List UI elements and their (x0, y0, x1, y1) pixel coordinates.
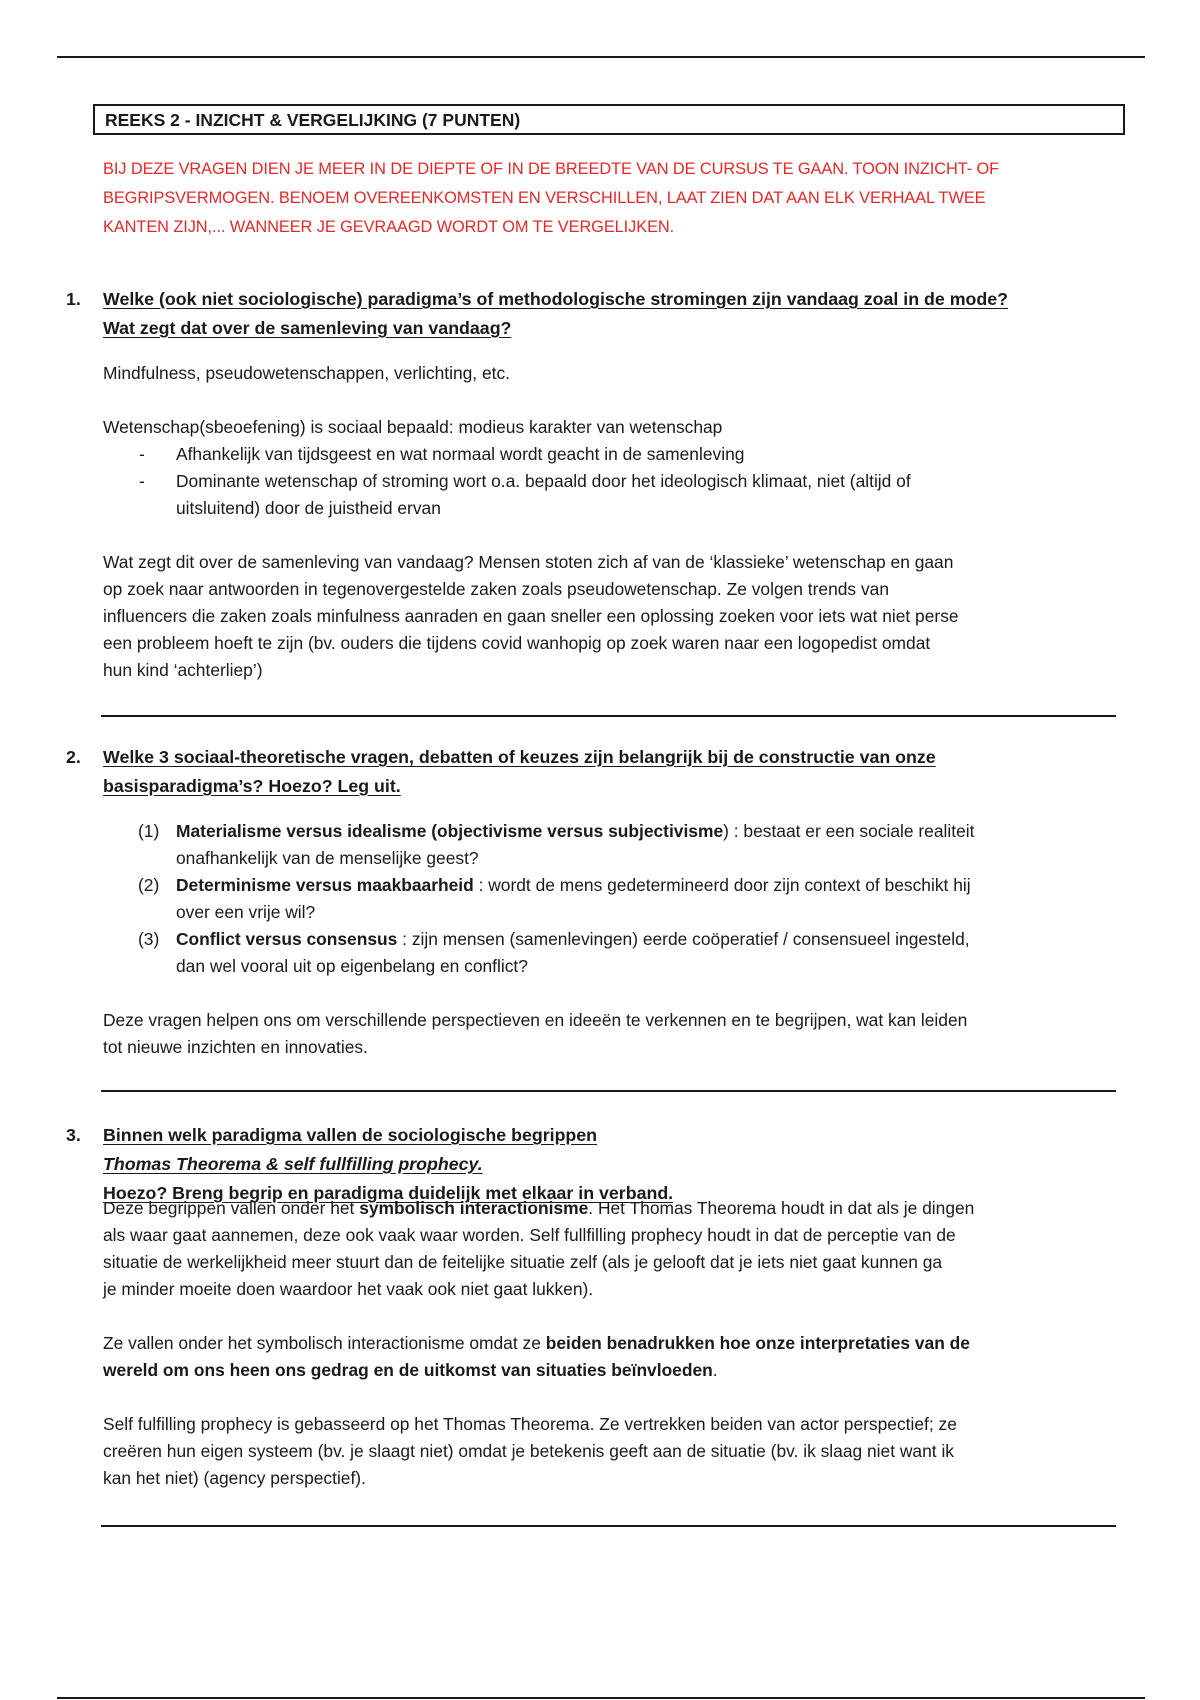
question-key-terms: Thomas Theorema & self fullfilling prophecy. (103, 1154, 483, 1174)
section-title: REEKS 2 - INZICHT & VERGELIJKING (7 PUNTEN) (105, 110, 521, 130)
key-term: symbolisch interactionisme (359, 1198, 589, 1218)
q1-bullet-list (103, 441, 1133, 522)
answer-line: kan het niet) (agency perspectief). (103, 1468, 366, 1488)
answer-line: je minder moeite doen waardoor het vaak ook niet gaat lukken). (103, 1279, 594, 1299)
answer-line: Wat zegt dit over de samenleving van vandaag? Mensen stoten zich af van de ‘klassieke’ wetenschap en gaan (103, 552, 954, 572)
question-line (103, 1121, 673, 1179)
key-term: Determinisme versus maakbaarheid (176, 875, 474, 895)
list-item-text: dan wel vooral uit op eigenbelang en conflict? (176, 956, 528, 976)
answer-line (103, 1195, 1133, 1222)
question-number: 3. (66, 1125, 81, 1145)
q2-numbered-list (103, 818, 1133, 980)
bullet-marker: - (139, 471, 145, 491)
question-line: Welke 3 sociaal-theoretische vragen, debatten of keuzes zijn belangrijk bij de constructie van onze (103, 747, 936, 767)
answer-text: . Het Thomas Theorema houdt in dat als je dingen (588, 1198, 975, 1218)
q3-answer-perspective (103, 1411, 1133, 1492)
list-item (103, 441, 1133, 468)
q2-answer-summary (103, 1007, 1133, 1061)
q3-answer-paradigm (103, 1195, 1133, 1303)
question-text (103, 285, 1008, 343)
list-marker: (3) (138, 929, 160, 949)
question-line: Welke (ook niet sociologische) paradigma’s of methodologische stromingen zijn vandaag zoal in de mode? (103, 289, 1009, 309)
list-item-text: : wordt de mens gedetermineerd door zijn context of beschikt hij (473, 875, 971, 895)
answer-line: creëren hun eigen systeem (bv. je slaagt niet) omdat je betekenis geeft aan de situatie (bv. ik slaag niet want ik (103, 1441, 955, 1461)
answer-line: een probleem hoeft te zijn (bv. ouders die tijdens covid wanhopig op zoek waren naar een logopedist omdat (103, 633, 931, 653)
list-item-text: onafhankelijk van de menselijke geest? (176, 848, 479, 868)
question-text (103, 743, 936, 801)
q1-answer-discussion (103, 549, 1133, 684)
answer-text: Mindfulness, pseudowetenschappen, verlichting, etc. (103, 363, 510, 383)
question-line: Hoezo? Breng begrip en paradigma duidelijk met elkaar in verband. (103, 1183, 674, 1203)
list-marker: (2) (138, 875, 160, 895)
key-statement: wereld om ons heen ons gedrag en de uitkomst van situaties beïnvloeden (103, 1360, 713, 1380)
question-line: Wat zegt dat over de samenleving van vandaag? (103, 318, 512, 338)
answer-line: op zoek naar antwoorden in tegenovergestelde zaken zoals pseudowetenschap. Ze volgen trends van (103, 579, 890, 599)
answer-line: Self fulfilling prophecy is gebasseerd op het Thomas Theorema. Ze vertrekken beiden van actor perspectief; ze (103, 1414, 957, 1434)
answer-text: Ze vallen onder het symbolisch interactionisme omdat ze (103, 1333, 546, 1353)
instructions-line: BEGRIPSVERMOGEN. BENOEM OVEREENKOMSTEN EN VERSCHILLEN, LAAT ZIEN DAT AAN ELK VERHAAL TWEE (103, 189, 986, 207)
list-item-text: ) : bestaat er een sociale realiteit (723, 821, 975, 841)
answer-line: influencers die zaken zoals minfulness aanraden en gaan sneller een oplossing zoeken voor iets wat niet perse (103, 606, 959, 626)
list-item-line (176, 872, 1133, 899)
list-item-line (176, 818, 1133, 845)
answer-line: als waar gaat aannemen, deze ook vaak waar worden. Self fullfilling prophecy houdt in dat de perceptie van de (103, 1225, 956, 1245)
list-item-text: uitsluitend) door de juistheid ervan (176, 498, 441, 518)
question-number: 2. (66, 747, 81, 767)
answer-line (103, 1330, 1133, 1357)
list-item (103, 872, 1133, 926)
q3-answer-link (103, 1330, 1133, 1384)
answer-text: Wetenschap(sbeoefening) is sociaal bepaald: modieus karakter van wetenschap (103, 417, 723, 437)
page-top-rule (57, 56, 1145, 58)
section-instructions (103, 155, 1123, 242)
answer-text: Deze begrippen vallen onder het (103, 1198, 360, 1218)
page-bottom-rule (57, 1697, 1145, 1699)
list-marker: (1) (138, 821, 160, 841)
q1-answer-statement (103, 414, 1133, 441)
q1-answer-examples (103, 360, 1133, 387)
answer-text: . (712, 1360, 718, 1380)
key-term: Materialisme versus idealisme (objectivisme versus subjectivisme (176, 821, 724, 841)
answer-line: Deze vragen helpen ons om verschillende perspectieven en ideeën te verkennen en te begrijpen, wat kan leiden (103, 1010, 968, 1030)
bullet-marker: - (139, 444, 145, 464)
answer-line: situatie de werkelijkheid meer stuurt dan de feitelijke situatie zelf (als je gelooft dat je iets niet gaat kunnen ga (103, 1252, 943, 1272)
key-term: Conflict versus consensus (176, 929, 398, 949)
list-item-text: Afhankelijk van tijdsgeest en wat normaal wordt geacht in de samenleving (176, 444, 745, 464)
list-item (103, 818, 1133, 872)
key-statement: beiden benadrukken hoe onze interpretaties van de (545, 1333, 970, 1353)
answer-line: hun kind ‘achterliep’) (103, 660, 263, 680)
question-text-part: Binnen welk paradigma vallen de sociologische begrippen (103, 1125, 598, 1145)
question-line: basisparadigma’s? Hoezo? Leg uit. (103, 776, 401, 796)
instructions-line: BIJ DEZE VRAGEN DIEN JE MEER IN DE DIEPTE OF IN DE BREEDTE VAN DE CURSUS TE GAAN. TOON INZICHT- OF (103, 160, 1000, 178)
answer-divider (101, 1090, 1116, 1092)
answer-divider (101, 1525, 1116, 1527)
answer-divider (101, 715, 1116, 717)
list-item-line (176, 926, 1133, 953)
answer-line (103, 1357, 1133, 1384)
question-number: 1. (66, 289, 81, 309)
instructions-line: KANTEN ZIJN,... WANNEER JE GEVRAAGD WORDT OM TE VERGELIJKEN. (103, 218, 675, 236)
list-item (103, 468, 1133, 522)
list-item-text: : zijn mensen (samenlevingen) eerde coöperatief / consensueel ingesteld, (397, 929, 970, 949)
answer-line: tot nieuwe inzichten en innovaties. (103, 1037, 368, 1057)
list-item (103, 926, 1133, 980)
section-header-box (93, 104, 1125, 135)
list-item-text: over een vrije wil? (176, 902, 316, 922)
list-item-text: Dominante wetenschap of stroming wort o.a. bepaald door het ideologisch klimaat, niet (altijd of (176, 471, 911, 491)
